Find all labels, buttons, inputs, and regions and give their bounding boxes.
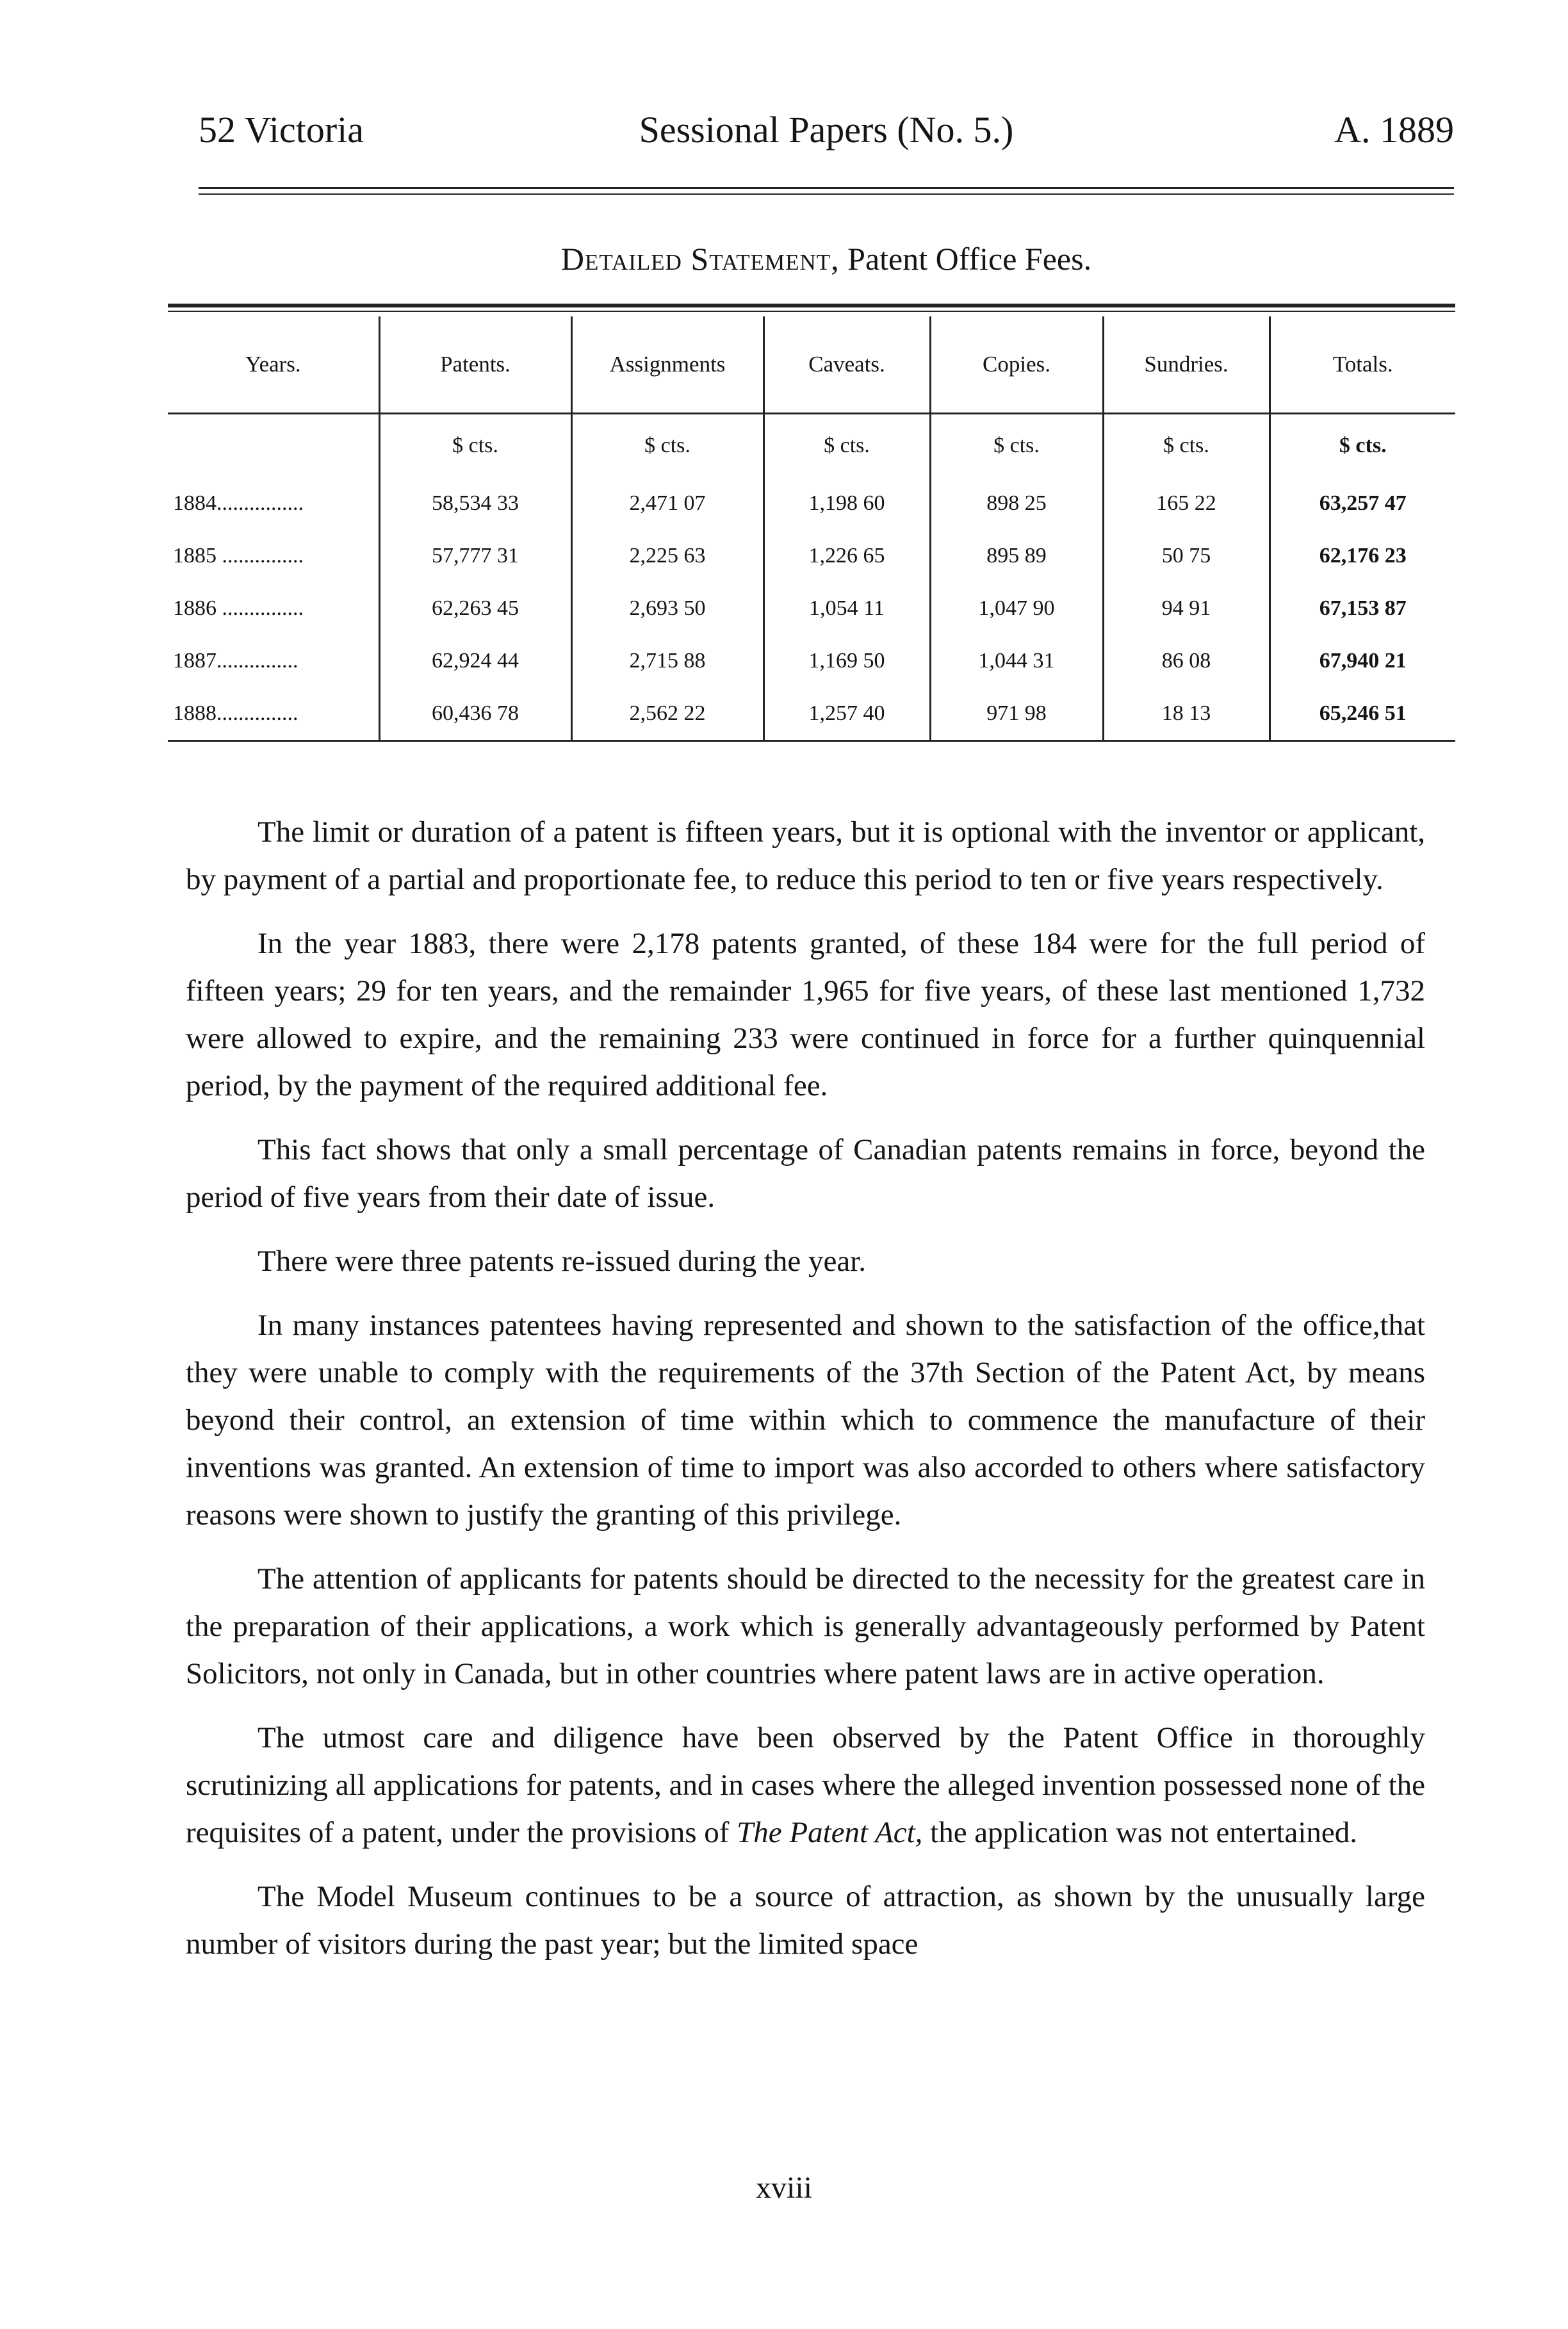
act-title: The Patent Act, [737,1816,923,1849]
table-row [168,687,1455,741]
column-header: Totals. [1270,316,1455,414]
table-rule-top [168,304,1455,307]
table-row [168,477,1455,530]
unit-cell: $ cts. [571,414,764,478]
header-year: A. 1889 [1334,109,1454,151]
sundries-cell: 165 22 [1103,477,1270,530]
paragraph: The Model Museum continues to be a source of attraction, as shown by the unusually large number of visitors during the past year; but the limited space [186,1880,1425,1961]
copies-cell: 898 25 [930,477,1103,530]
caption-small-caps: Detailed Statement, [560,241,840,277]
table-caption [199,238,1454,279]
body-text [186,808,1425,1984]
unit-cell: $ cts. [1270,414,1455,478]
year-cell: 1886 ............... [173,596,304,620]
column-header: Patents. [379,316,571,414]
year-cell: 1887............... [173,649,298,673]
header-rule-top [199,187,1454,189]
unit-cell: $ cts. [764,414,930,478]
patents-cell: 60,436 78 [379,687,571,741]
patents-cell: 62,263 45 [379,582,571,635]
paragraph: The limit or duration of a patent is fifteen years, but it is optional with the inventor or applicant, by payment of a partial and proportionate fee, to reduce this period to ten or five years respectively. [186,815,1425,896]
column-header: Caveats. [764,316,930,414]
paragraph: This fact shows that only a small percentage of Canadian patents remains in force, beyond the period of five years from their date of issue. [186,1133,1425,1214]
paragraph-patent-act [186,1714,1425,1856]
fees-table [168,316,1455,742]
copies-cell: 1,047 90 [930,582,1103,635]
unit-cell [168,414,379,478]
running-head [199,108,1454,152]
assignments-cell: 2,715 88 [571,635,764,687]
units-row [168,414,1455,478]
caveats-cell: 1,169 50 [764,635,930,687]
totals-cell: 67,153 87 [1270,582,1455,635]
paragraph-text: the application was not entertained. [930,1816,1358,1849]
unit-cell: $ cts. [1103,414,1270,478]
paragraph: There were three patents re-issued during the year. [257,1245,867,1278]
patents-cell: 58,534 33 [379,477,571,530]
patents-cell: 57,777 31 [379,530,571,582]
unit-cell: $ cts. [930,414,1103,478]
table-row [168,530,1455,582]
sundries-cell: 86 08 [1103,635,1270,687]
column-header: Years. [168,316,379,414]
year-cell: 1888............... [168,687,379,741]
table-rule-top-thin [168,311,1455,312]
column-header: Assignments [571,316,764,414]
sundries-cell: 18 13 [1103,687,1270,741]
caveats-cell: 1,257 40 [764,687,930,741]
paragraph: The attention of applicants for patents should be directed to the necessity for the greatest care in the preparation of their applications, a work which is generally advantageously performed by Patent Solicitors, not only in Canada, but in other countries where patent laws are in active operation. [186,1562,1425,1690]
year-cell: 1884................ [173,491,304,515]
totals-cell: 65,246 51 [1270,687,1455,741]
table-header-row [168,316,1455,414]
column-header: Sundries. [1103,316,1270,414]
totals-cell: 63,257 47 [1270,477,1455,530]
header-session: 52 Victoria [199,109,364,151]
caveats-cell: 1,054 11 [764,582,930,635]
assignments-cell: 2,693 50 [571,582,764,635]
header-rule-bottom [199,193,1454,195]
sundries-cell: 94 91 [1103,582,1270,635]
unit-cell: $ cts. [379,414,571,478]
totals-cell: 62,176 23 [1270,530,1455,582]
column-header: Copies. [930,316,1103,414]
page-number: xviii [755,2171,812,2205]
table-row [168,635,1455,687]
caption-rest: Patent Office Fees. [847,241,1092,277]
caveats-cell: 1,226 65 [764,530,930,582]
assignments-cell: 2,471 07 [571,477,764,530]
assignments-cell: 2,225 63 [571,530,764,582]
paragraph-text: The utmost care and diligence have been observed by the Patent Office in thoroughly scrutinizing all applications for patents, and in cases where the alleged invention possessed none of the requisites of a patent, under the provisions of [186,1721,1425,1849]
paragraph: In the year 1883, there were 2,178 patents granted, of these 184 were for the full period of fifteen years; 29 for ten years, and the remainder 1,965 for five years, of these last mentioned 1,732 were allowed to expire, and the remaining 233 were continued in force for a further quinquennial period, by the payment of the required additional fee. [186,927,1425,1102]
table-row [168,582,1455,635]
sundries-cell: 50 75 [1103,530,1270,582]
year-cell: 1885 ............... [173,544,304,568]
header-title: Sessional Papers (No. 5.) [639,109,1014,151]
totals-cell: 67,940 21 [1270,635,1455,687]
assignments-cell: 2,562 22 [571,687,764,741]
paragraph: In many instances patentees having represented and shown to the satisfaction of the office,that they were unable to comply with the requirements of the 37th Section of the Patent Act, by means beyond their control, an extension of time within which to commence the manufacture of their inventions was granted. An extension of time to import was also accorded to others where satisfactory reasons were shown to justify the granting of this privilege. [186,1309,1425,1532]
caveats-cell: 1,198 60 [764,477,930,530]
patents-cell: 62,924 44 [379,635,571,687]
copies-cell: 895 89 [930,530,1103,582]
copies-cell: 1,044 31 [930,635,1103,687]
copies-cell: 971 98 [930,687,1103,741]
